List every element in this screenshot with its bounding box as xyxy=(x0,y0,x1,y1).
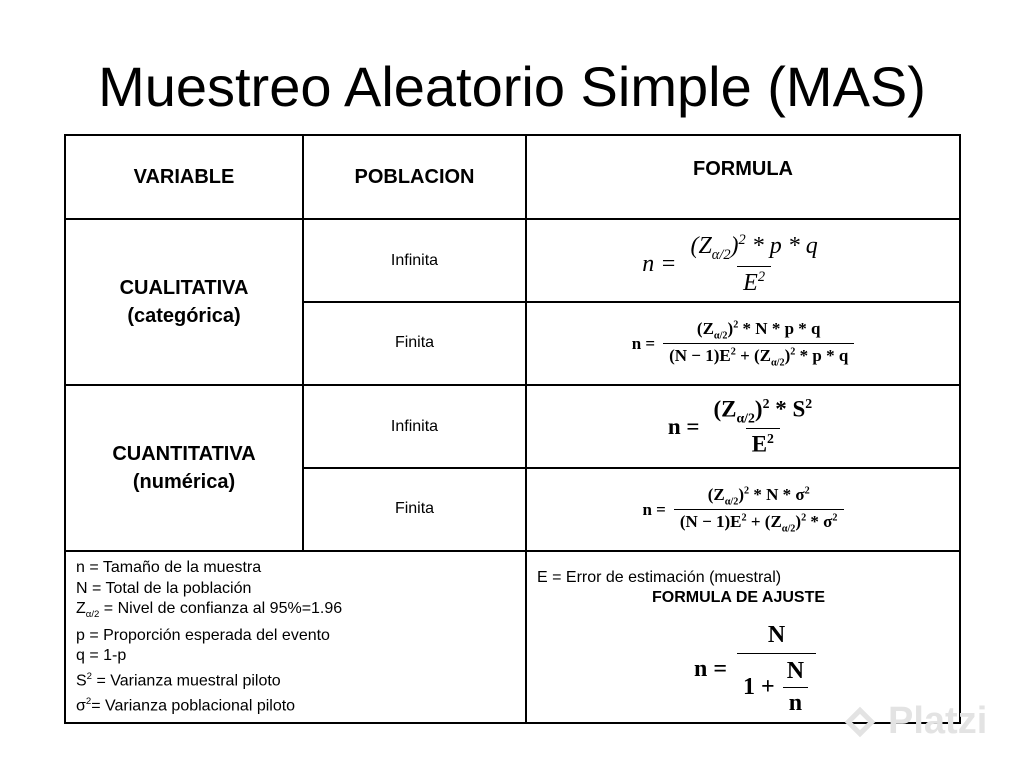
definition-sigma2: $\sigma^2=$ Varianza poblacional piloto xyxy=(76,695,296,714)
population-finite: Finita xyxy=(394,500,435,517)
population-infinite: Infinita xyxy=(390,252,439,269)
formula-lhs: n = xyxy=(642,250,677,277)
category-label: CUALITATIVA xyxy=(119,277,249,299)
error-definition: E = Error de estimación (muestral) xyxy=(537,569,782,586)
formula-cualitativa-finita: n = $\frac{(Z_{\alpha/2})^2 * N * p * q}{(N - 1)E^2 + (Z_{\alpha/2})^2 * p * q}$ xyxy=(527,303,959,384)
formula-lhs: n = xyxy=(694,656,728,682)
formula-cuantitativa-finita: n = $\frac{(Z_{\alpha/2})^2 * N * \sigma^2}{(N - 1)E^2 + (Z_{\alpha/2})^2 * \sigma^2}$ xyxy=(527,469,959,550)
definition-s2: $S^2$ = Varianza muestral piloto xyxy=(76,670,281,690)
definition-z: $Z_{\alpha/2}$ = Nivel de confianza al 95%=1.96 xyxy=(76,600,343,621)
definition-p: p = Proporción esperada del evento xyxy=(76,626,330,644)
category-label: CUANTITATIVA xyxy=(112,443,256,465)
watermark-text: Platzi xyxy=(888,700,988,742)
header-poblacion: POBLACION xyxy=(354,165,475,188)
population-finite: Finita xyxy=(394,334,435,351)
category-cualitativa xyxy=(66,220,302,384)
category-sublabel: (categórica) xyxy=(127,305,241,327)
header-variable: VARIABLE xyxy=(133,165,235,188)
definition-q: q = 1-p xyxy=(76,647,127,665)
header-formula: FORMULA xyxy=(693,157,793,180)
formula-lhs: n = xyxy=(642,499,666,519)
category-cuantitativa xyxy=(66,386,302,550)
platzi-logo-icon xyxy=(842,704,878,740)
category-sublabel: (numérica) xyxy=(132,471,236,493)
population-infinite: Infinita xyxy=(390,418,439,435)
formula-table xyxy=(64,134,961,724)
definition-N: N = Total de la población xyxy=(76,579,252,597)
formula-ajuste: n = N 1 + $\frac{N}{n}$ xyxy=(694,622,816,717)
definitions-list xyxy=(76,558,342,716)
definition-n: n = Tamaño de la muestra xyxy=(76,559,262,576)
formula-cualitativa-infinita: n = $\frac{(Z_{\alpha/2})^2 * p * q}{E^2}$ xyxy=(642,232,818,296)
platzi-watermark xyxy=(842,700,987,743)
formula-lhs: n = xyxy=(631,333,656,353)
divider xyxy=(66,550,959,552)
adjust-formula-title: FORMULA DE AJUSTE xyxy=(652,589,826,606)
page-title: Muestreo Aleatorio Simple (MAS) xyxy=(98,55,926,118)
formula-cuantitativa-infinita: n = $\frac{(Z_{\alpha/2})^2 * S^2}{E^2}$ xyxy=(667,395,813,457)
formula-lhs: n = xyxy=(667,413,700,439)
